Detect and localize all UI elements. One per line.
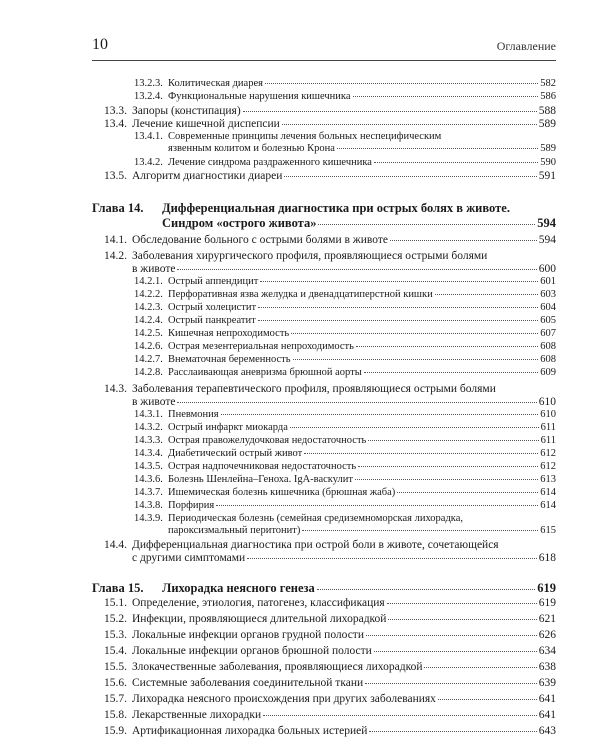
toc-page-number: 589 (538, 118, 556, 130)
toc-number: 15.4. (104, 645, 127, 657)
toc-number: 15.8. (104, 709, 127, 721)
toc-title-line: Колитическая диарея (168, 78, 263, 89)
toc-title-line: Порфирия (168, 500, 215, 511)
toc-number: 14.3.9. (134, 513, 163, 524)
toc-page-number: 600 (538, 263, 556, 275)
dot-leader (282, 124, 537, 125)
toc-page-number: 643 (538, 725, 556, 737)
toc-title-line: Ишемическая болезнь кишечника (брюшная жаба) (168, 487, 396, 498)
toc-page-number: 588 (538, 105, 556, 117)
toc-page-number: 586 (540, 91, 556, 102)
toc-title-line: Лечение кишечной диспепсии (132, 118, 280, 130)
toc-number: 14.4. (104, 539, 127, 551)
toc-page-number: 613 (540, 474, 556, 485)
toc-number: 14.3. (104, 383, 127, 395)
toc-title-line: Определение, этиология, патогенез, классификация (132, 597, 385, 609)
toc-title-line: Диабетический острый живот (168, 448, 303, 459)
toc-number: 14.3.3. (134, 435, 163, 446)
toc-number: 14.2.3. (134, 302, 163, 313)
toc-number: 15.5. (104, 661, 127, 673)
toc-number: 14.3.4. (134, 448, 163, 459)
toc-title-line: Локальные инфекции органов грудной полости (132, 629, 364, 641)
toc-page-number: 612 (540, 461, 556, 472)
dot-leader (435, 294, 539, 295)
dot-leader (177, 402, 536, 403)
dot-leader (243, 111, 537, 112)
toc-title-line: Периодическая болезнь (семейная средиземноморская лихорадка, (168, 513, 464, 524)
toc-title-line: Кишечная непроходимость (168, 328, 290, 339)
toc-number: 15.6. (104, 677, 127, 689)
toc-page-number: 626 (538, 629, 556, 641)
page-number: 10 (92, 36, 108, 53)
toc-number: 14.2.2. (134, 289, 163, 300)
dot-leader (258, 320, 539, 321)
toc-title-line: Острая мезентериальная непроходимость (168, 341, 354, 352)
toc-number: 13.4. (104, 118, 127, 130)
toc-number: 14.3.8. (134, 500, 163, 511)
dot-leader (337, 148, 538, 149)
toc-page-number: 614 (540, 487, 556, 498)
toc-title-line: Лихорадка неясного генеза (162, 581, 315, 595)
dot-leader (216, 505, 538, 506)
toc-number: 14.3.7. (134, 487, 163, 498)
toc-number: 14.2.5. (134, 328, 163, 339)
toc-number: 14.3.2. (134, 422, 163, 433)
toc-page-number: 611 (540, 435, 556, 446)
dot-leader (317, 589, 535, 590)
toc-page-number: 619 (537, 581, 556, 595)
toc-title-line: Современные принципы лечения больных неспецифическим (168, 131, 442, 142)
toc-page-number: 607 (540, 328, 556, 339)
dot-leader (291, 333, 538, 334)
dot-leader (177, 269, 536, 270)
toc-page-number: 594 (537, 216, 556, 230)
toc-number: 13.4.2. (134, 157, 163, 168)
dot-leader (374, 651, 537, 652)
toc-title-line: Перфоративная язва желудка и двенадцатиперстной кишки (168, 289, 433, 300)
toc-number: 13.3. (104, 105, 127, 117)
toc-title-line: Болезнь Шенлейна–Геноха. IgA-васкулит (168, 474, 353, 485)
toc-title-line: Локальные инфекции органов брюшной полости (132, 645, 372, 657)
toc-number: 14.1. (104, 234, 127, 246)
toc-title-line: Лихорадка неясного происхождения при других заболеваниях (132, 693, 436, 705)
dot-leader (358, 466, 538, 467)
toc-page-number: 608 (540, 354, 556, 365)
toc-title-line: Системные заболевания соединительной ткани (132, 677, 364, 689)
toc-title-line: Заболевания терапевтического профиля, проявляющиеся острыми болями (132, 383, 496, 395)
toc-number: 14.2.1. (134, 276, 163, 287)
toc-title-line: Заболевания хирургического профиля, проявляющиеся острыми болями (132, 250, 488, 262)
toc-page-number: 641 (538, 693, 556, 705)
toc-number: 15.1. (104, 597, 127, 609)
toc-page-number: 614 (540, 500, 556, 511)
toc-page-number: 611 (540, 422, 556, 433)
dot-leader (366, 635, 537, 636)
dot-leader (355, 479, 538, 480)
toc-title-line: язвенным колитом и болезнью Крона (168, 143, 335, 154)
toc-number: 13.2.4. (134, 91, 163, 102)
toc-page-number: 618 (538, 552, 556, 564)
toc-title-line: Дифференциальная диагностика при острых болях в животе. (162, 201, 510, 215)
dot-leader (302, 530, 538, 531)
toc-number: 15.9. (104, 725, 127, 737)
toc-number: 14.2.8. (134, 367, 163, 378)
toc-number: 15.7. (104, 693, 127, 705)
dot-leader (365, 683, 537, 684)
dot-leader (364, 372, 538, 373)
dot-leader (260, 281, 538, 282)
toc-title-line: Функциональные нарушения кишечника (168, 91, 351, 102)
toc-title-line: Обследование больного с острыми болями в животе (132, 234, 388, 246)
toc-number: 14.2.6. (134, 341, 163, 352)
toc-page-number: 615 (540, 525, 556, 536)
toc-number: 15.3. (104, 629, 127, 641)
toc-page-number: 641 (538, 709, 556, 721)
toc-page-number: 605 (540, 315, 556, 326)
dot-leader (290, 427, 539, 428)
dot-leader (356, 346, 538, 347)
dot-leader (263, 715, 537, 716)
toc-title-line: Инфекции, проявляющиеся длительной лихорадкой (132, 613, 387, 625)
toc-title-line: Острый холецистит (168, 302, 257, 313)
toc-page-number: 638 (538, 661, 556, 673)
toc-number: 14.2. (104, 250, 127, 262)
toc-page-number: 619 (538, 597, 556, 609)
toc-title-line: с другими симптомами (132, 552, 246, 564)
dot-leader (284, 176, 536, 177)
dot-leader (221, 414, 539, 415)
toc-page-number: 603 (540, 289, 556, 300)
toc-page-number: 610 (538, 396, 556, 408)
toc-page-number: 612 (540, 448, 556, 459)
toc-title-line: Лечение синдрома раздраженного кишечника (168, 157, 372, 168)
dot-leader (368, 440, 538, 441)
toc-number: Глава 15. (92, 581, 144, 595)
toc-title-line: Запоры (констипация) (132, 105, 241, 117)
toc-page-number: 604 (540, 302, 556, 313)
toc-number: Глава 14. (92, 201, 144, 215)
dot-leader (258, 307, 538, 308)
toc-page-number: 609 (540, 367, 556, 378)
dot-leader (247, 558, 537, 559)
toc-title-line: пароксизмальный перитонит) (168, 525, 301, 536)
toc-title-line: Внематочная беременность (168, 354, 291, 365)
dot-leader (304, 453, 538, 454)
toc-page-number: 591 (538, 170, 556, 182)
toc-page-number: 582 (540, 78, 556, 89)
toc-page-number: 634 (538, 645, 556, 657)
toc-number: 15.2. (104, 613, 127, 625)
dot-leader (424, 667, 536, 668)
dot-leader (369, 731, 536, 732)
toc-title-line: Дифференциальная диагностика при острой боли в животе, сочетающейся (132, 539, 499, 551)
toc-page-number: 608 (540, 341, 556, 352)
running-title: Оглавление (496, 39, 556, 53)
toc-title-line: Расслаивающая аневризма брюшной аорты (168, 367, 362, 378)
toc-page-number: 610 (540, 409, 556, 420)
toc-title-line: Острая правожелудочковая недостаточность (168, 435, 367, 446)
toc-title-line: в животе (132, 396, 176, 408)
dot-leader (265, 83, 538, 84)
toc-title-line: Острая надпочечниковая недостаточность (168, 461, 357, 472)
toc-number: 13.5. (104, 170, 127, 182)
toc-title-line: Острый инфаркт миокарда (168, 422, 288, 433)
toc-number: 13.4.1. (134, 131, 163, 142)
toc-number: 14.3.6. (134, 474, 163, 485)
toc-title-line: Алгоритм диагностики диареи (132, 170, 283, 182)
toc-page-number: 590 (540, 157, 556, 168)
toc-number: 13.2.3. (134, 78, 163, 89)
dot-leader (353, 96, 539, 97)
page-header (92, 36, 556, 66)
toc-number: 14.2.7. (134, 354, 163, 365)
toc-title-line: Злокачественные заболевания, проявляющиеся лихорадкой (132, 661, 423, 673)
toc-page-number: 621 (538, 613, 556, 625)
dot-leader (388, 619, 536, 620)
toc-title-line: Острый аппендицит (168, 276, 259, 287)
toc-title-line: Острый панкреатит (168, 315, 256, 326)
toc-title-line: Лекарственные лихорадки (132, 709, 262, 721)
toc-number: 14.3.5. (134, 461, 163, 472)
dot-leader (318, 224, 535, 225)
toc-page-number: 594 (538, 234, 556, 246)
toc-page-number: 589 (540, 143, 556, 154)
toc-number: 14.2.4. (134, 315, 163, 326)
toc-title-line: Пневмония (168, 409, 219, 420)
dot-leader (387, 603, 537, 604)
dot-leader (293, 359, 539, 360)
dot-leader (397, 492, 538, 493)
toc-title-line: Синдром «острого живота» (162, 216, 317, 230)
dot-leader (390, 240, 537, 241)
toc-page-number: 601 (540, 276, 556, 287)
toc-title-line: Артификационная лихорадка больных истерией (132, 725, 368, 737)
dot-leader (438, 699, 537, 700)
dot-leader (374, 162, 538, 163)
toc-title-line: в животе (132, 263, 176, 275)
toc-page-number: 639 (538, 677, 556, 689)
toc-number: 14.3.1. (134, 409, 163, 420)
header-rule (92, 60, 556, 61)
